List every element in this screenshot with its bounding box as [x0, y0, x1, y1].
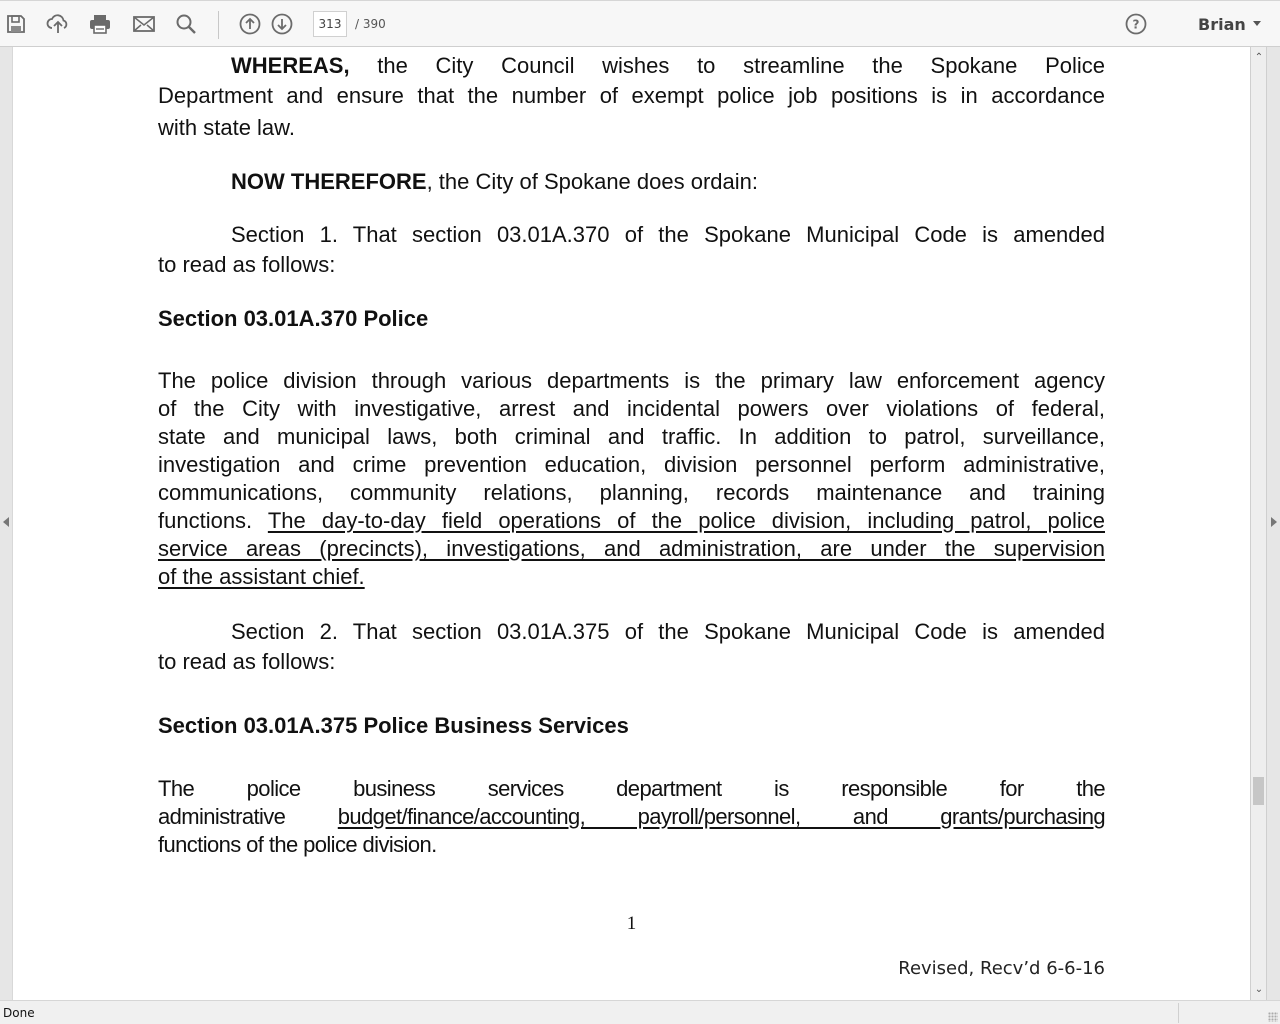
- section-1-line-1: Section 1. That section 03.01A.370 of the Spokane Municipal Code is amended: [231, 222, 1105, 247]
- police-paragraph: [158, 367, 1105, 591]
- police-text: functions.: [158, 508, 268, 533]
- user-menu[interactable]: [1198, 15, 1261, 34]
- business-services-paragraph: [158, 775, 1105, 859]
- section-2-line-1: Section 2. That section 03.01A.375 of the Spokane Municipal Code is amended: [231, 619, 1105, 644]
- business-line: The police business services department is responsible for the: [158, 776, 1105, 801]
- police-line: state and municipal laws, both criminal and traffic. In addition to patrol, surveillance,: [158, 424, 1105, 449]
- whereas-line-1: [158, 52, 1105, 80]
- section-heading-370: Section 03.01A.370 Police: [158, 306, 429, 331]
- search-icon[interactable]: [173, 11, 199, 37]
- vertical-scrollbar[interactable]: [1250, 47, 1267, 1000]
- svg-text:?: ?: [1132, 17, 1140, 32]
- now-therefore-paragraph: [158, 168, 1105, 196]
- section-1-intro: [158, 221, 1105, 281]
- chevron-down-icon: [1253, 21, 1261, 26]
- whereas-paragraph: [158, 52, 1105, 144]
- scroll-up-icon[interactable]: ⌃: [1254, 52, 1264, 63]
- whereas-text: the City Council wishes to streamline the Spokane Police: [377, 53, 1105, 78]
- police-line: [158, 563, 1105, 591]
- resize-grip-icon[interactable]: [1268, 1012, 1278, 1022]
- scrollbar-thumb[interactable]: [1253, 777, 1264, 805]
- now-therefore-text: , the City of Spokane does ordain:: [426, 169, 758, 194]
- save-icon[interactable]: [3, 11, 29, 37]
- status-bar: [0, 1000, 1280, 1024]
- now-therefore-keyword: NOW THEREFORE: [231, 169, 427, 194]
- business-text: administrative: [158, 804, 338, 829]
- scroll-down-icon[interactable]: ⌄: [1254, 984, 1264, 995]
- previous-page-icon[interactable]: [237, 11, 263, 37]
- toolbar: [0, 0, 1280, 47]
- document-page: [13, 47, 1250, 1000]
- user-name: Brian: [1198, 15, 1246, 34]
- section-1-line-2: to read as follows:: [158, 252, 336, 277]
- whereas-line-2: Department and ensure that the number of exempt police job positions is in accordance: [158, 83, 1105, 108]
- amended-text: The day-to-day field operations of the police division, including patrol, police: [267, 508, 1105, 533]
- revised-note: Revised, Recv’d 6-6-16: [898, 958, 1105, 979]
- whereas-keyword: WHEREAS,: [231, 53, 350, 78]
- amended-text: budget/finance/accounting, payroll/personnel, and grants/purchasing: [337, 804, 1105, 829]
- status-text: Done: [3, 1006, 35, 1020]
- next-page-icon[interactable]: [269, 11, 295, 37]
- business-line: [158, 803, 1105, 831]
- police-line: [158, 507, 1105, 535]
- section-heading-375: Section 03.01A.375 Police Business Services: [158, 713, 629, 738]
- police-line: The police division through various departments is the primary law enforcement agency: [158, 368, 1105, 393]
- business-line: functions of the police division.: [158, 832, 437, 857]
- upload-cloud-icon[interactable]: [45, 11, 71, 37]
- expand-right-icon: [1271, 517, 1277, 527]
- section-2-intro: [158, 618, 1105, 678]
- amended-text: service areas (precincts), investigations, and administration, are under the supervision: [158, 536, 1105, 561]
- police-line: investigation and crime prevention education, division personnel perform administrative,: [158, 452, 1105, 477]
- whereas-line-3: with state law.: [158, 115, 295, 140]
- section-2-line-2: to read as follows:: [158, 649, 336, 674]
- amended-text: of the assistant chief.: [158, 564, 365, 589]
- print-icon[interactable]: [87, 11, 113, 37]
- expand-left-icon: [3, 517, 9, 527]
- right-panel-toggle[interactable]: [1267, 47, 1280, 1000]
- email-icon[interactable]: [131, 11, 157, 37]
- page-number: 1: [626, 913, 637, 934]
- toolbar-divider: [218, 11, 219, 39]
- police-line: of the City with investigative, arrest and incidental powers over violations of federal,: [158, 396, 1105, 421]
- police-line: communications, community relations, planning, records maintenance and training: [158, 480, 1105, 505]
- status-divider: [1178, 1003, 1179, 1023]
- help-icon[interactable]: [1123, 11, 1149, 37]
- left-panel-toggle[interactable]: [0, 47, 13, 1000]
- page-total: / 390: [355, 17, 386, 31]
- page-number-input[interactable]: 313: [313, 11, 347, 37]
